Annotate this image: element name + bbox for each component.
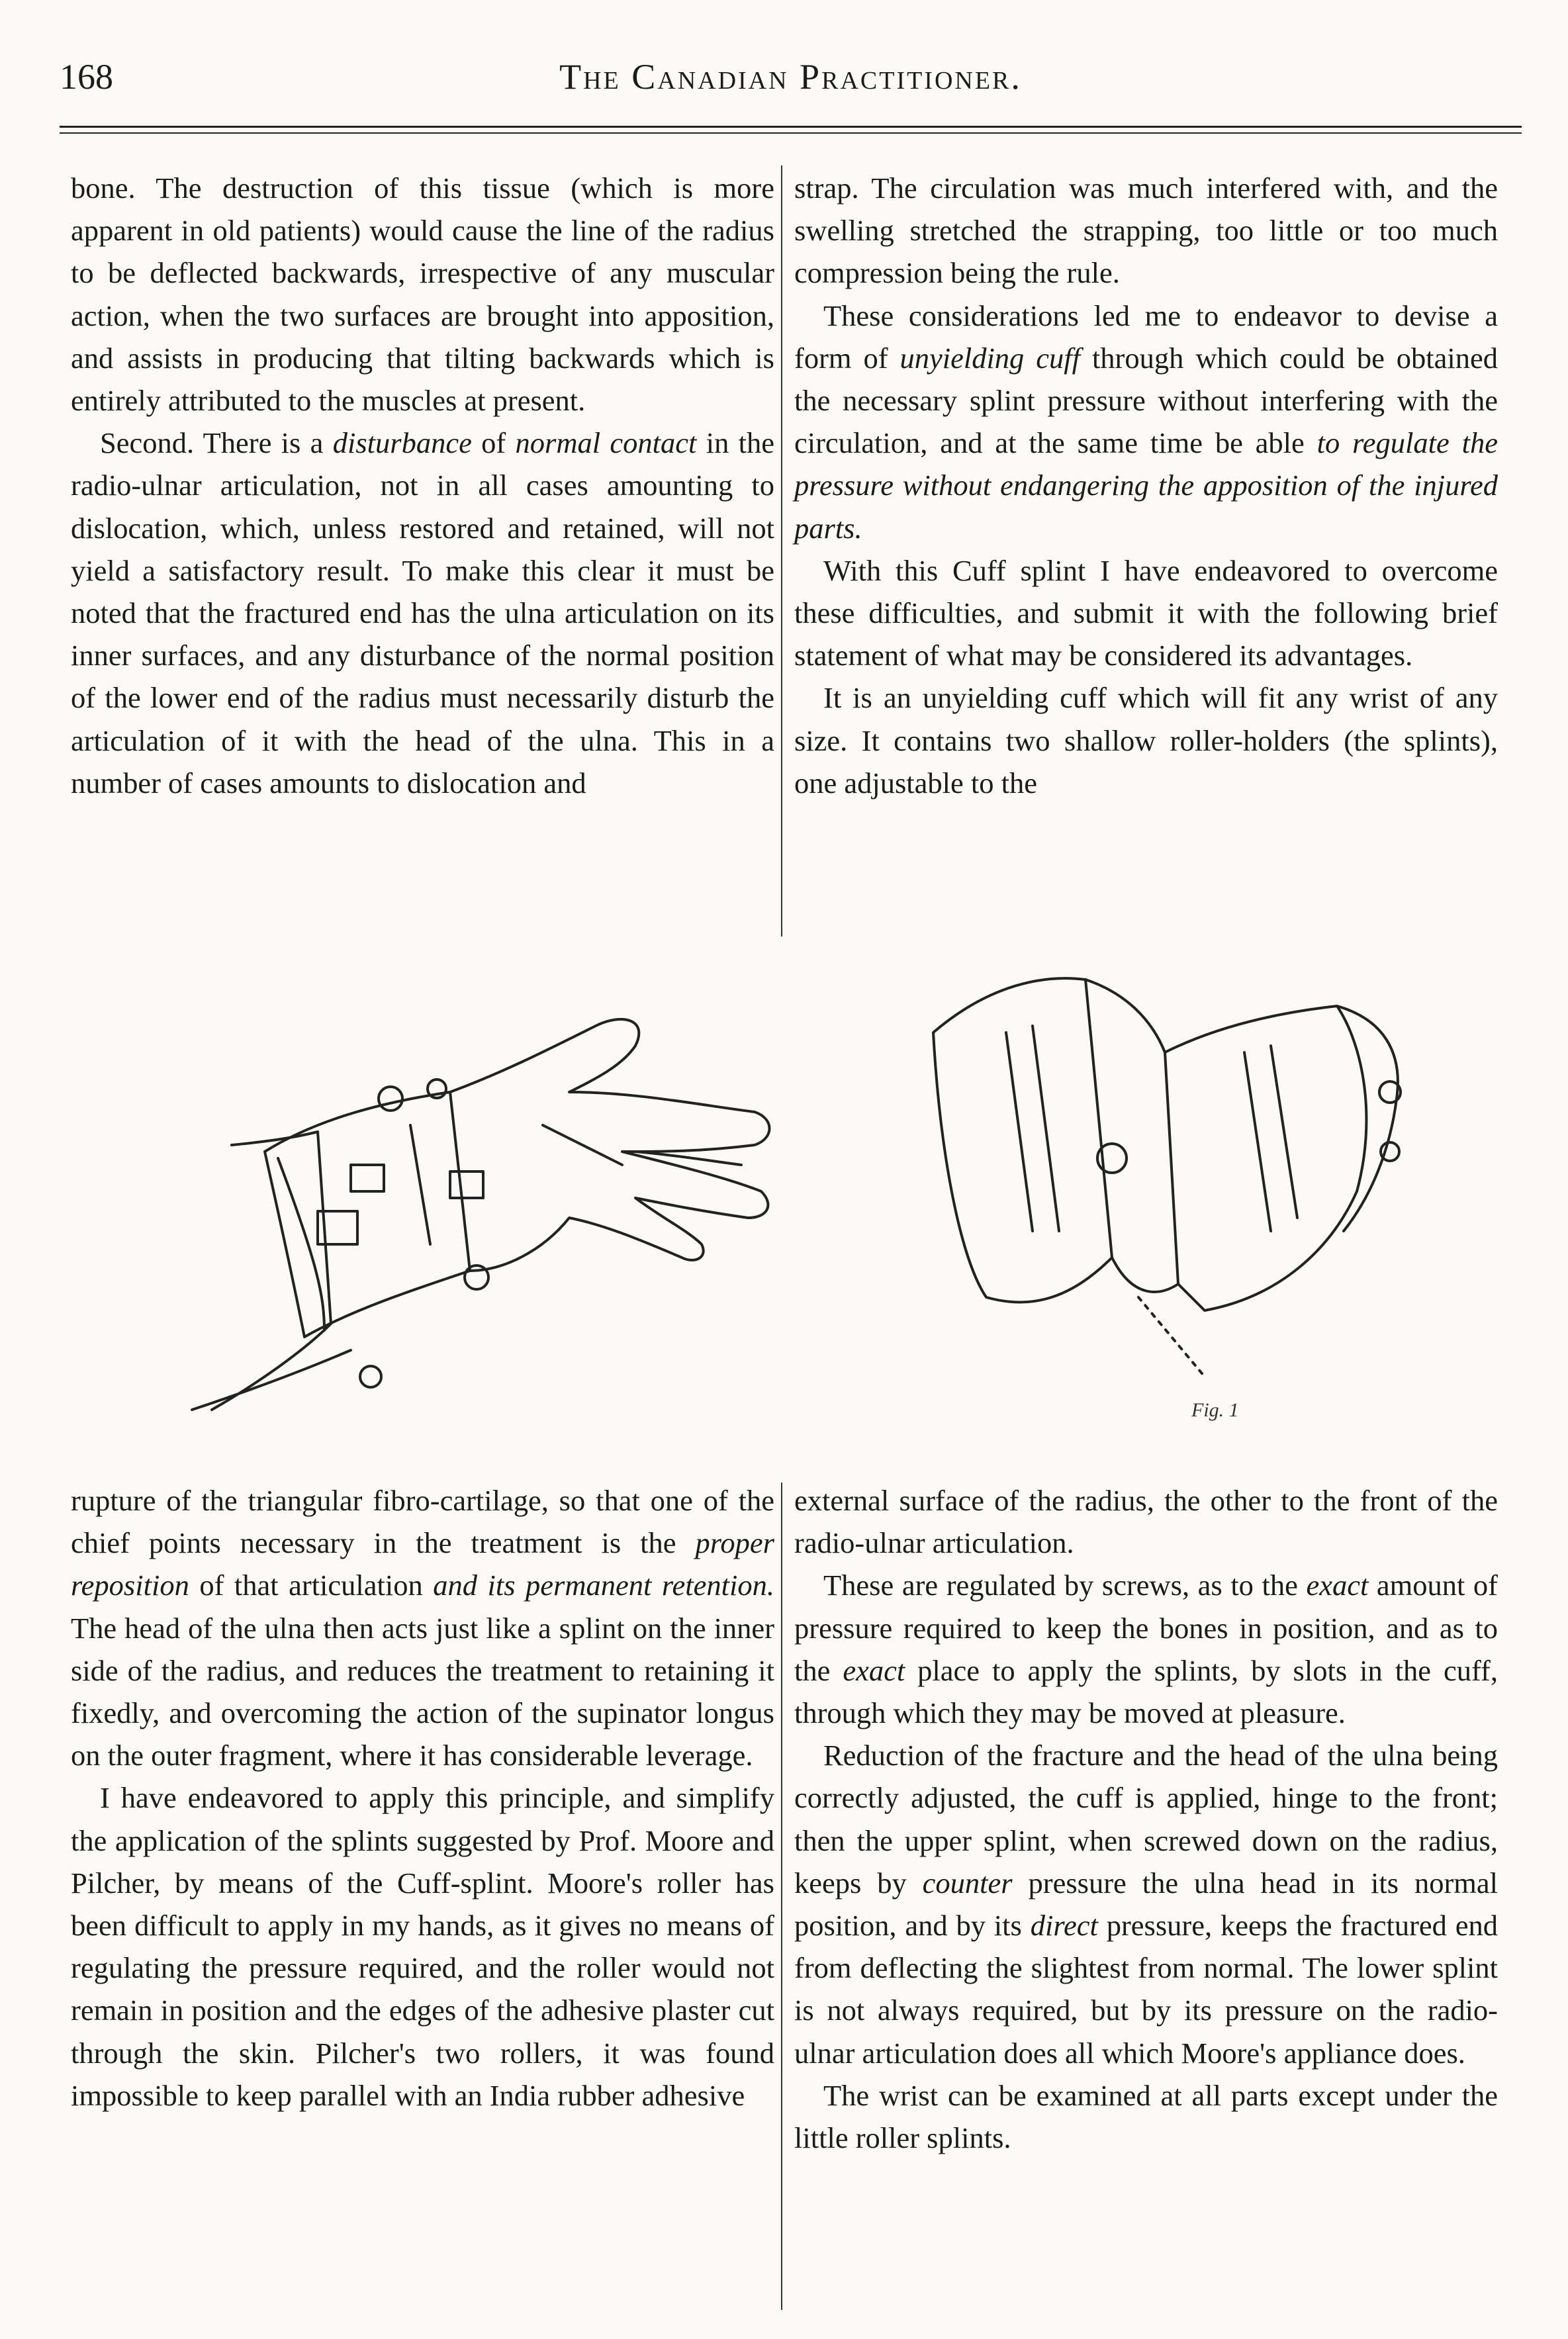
column-divider-bottom: [781, 1483, 782, 2310]
hand-outline: [450, 1019, 770, 1271]
text-run: These are regulated by screws, as to the: [823, 1569, 1307, 1602]
column-right-top: [794, 167, 1498, 804]
paragraph: [794, 2074, 1498, 2159]
page-number: 168: [60, 57, 113, 97]
text-run: Second. There is a: [100, 426, 333, 460]
forearm-outline: [212, 1132, 331, 1410]
text-run: bone. The destruction of this tissue (which is more apparent in old patients) would cause the line of the radius to be deflected backwards, irrespective of any muscular action, when the two surfaces are brought into apposition, and assists in producing that tilting backwards which is entirely attributed to the muscles at present.: [71, 171, 774, 418]
open-cuff-hatch-2: [1033, 1026, 1059, 1231]
cuff-slot: [410, 1125, 430, 1244]
screw-top: [379, 1087, 402, 1111]
text-run: of that articulation: [189, 1569, 434, 1602]
italic-text: disturbance: [332, 426, 472, 460]
text-run: These considerations led me to endeavor to devise a form of: [794, 298, 1498, 375]
cuff-outline: [265, 1092, 470, 1337]
roller-holder-1: [351, 1165, 384, 1191]
paragraph: [794, 1479, 1498, 1564]
column-left-top: [71, 167, 774, 804]
page-header: [60, 56, 1522, 116]
italic-text: normal contact: [515, 426, 697, 460]
text-run: place to apply the splints, by slots in the cuff, through which they may be moved at pleasure.: [794, 1653, 1498, 1730]
paragraph: [794, 1734, 1498, 2074]
text-run: external surface of the radius, the other to the front of the radio-ulnar articulation.: [794, 1484, 1498, 1560]
column-divider-top: [781, 165, 782, 937]
text-run: strap. The circulation was much interfered with, and the swelling stretched the strapping, too little or too much compression being the rule.: [794, 171, 1498, 290]
paragraph: [794, 1564, 1498, 1734]
italic-text: counter: [922, 1866, 1013, 1900]
text-run: The head of the ulna then acts just like a splint on the inner side of the radius, and reduces the treatment to retaining it fixedly, and overcoming the action of the supinator longus on the outer fragment, where it has considerable leverage.: [71, 1611, 774, 1772]
open-cuff-hatch-3: [1244, 1052, 1271, 1231]
italic-text: exact: [1306, 1569, 1369, 1602]
italic-text: exact: [843, 1653, 905, 1687]
text-run: in the radio-ulnar articulation, not in all cases amounting to dislocation, which, unless restored and retained, will not yield a satisfactory result. To make this clear it must be noted that the fractured end has the ulna articulation on its inner surfaces, and any disturbance of the normal position of the lower end of the radius must necessarily disturb the articulation of it with the head of the ulna. This in a number of cases amounts to dislocation and: [71, 426, 774, 800]
text-run: pressure the ulna head in its normal position, and by its: [794, 1866, 1499, 1943]
forearm-lower: [192, 1350, 351, 1410]
screw-lower: [360, 1366, 381, 1387]
text-run: The wrist can be examined at all parts except under the little roller splints.: [794, 2078, 1498, 2155]
text-run: of: [471, 426, 516, 460]
roller-holder-3: [450, 1171, 483, 1198]
italic-text: proper reposition: [71, 1526, 774, 1602]
paragraph: [794, 676, 1498, 804]
column-left-bottom: [71, 1479, 774, 2117]
paragraph: [71, 1479, 774, 1776]
text-run: With this Cuff splint I have endeavored to overcome these difficulties, and submit it with the following brief statement of what may be considered its advantages.: [794, 553, 1498, 672]
italic-text: and its permanent retention.: [433, 1569, 775, 1602]
paragraph: [71, 422, 774, 804]
paragraph: [794, 167, 1498, 295]
paragraph: [794, 295, 1498, 549]
header-rule: [60, 126, 1522, 128]
column-right-bottom: [794, 1479, 1498, 2159]
dotted-guide: [1138, 1297, 1205, 1377]
paragraph: [794, 549, 1498, 677]
paragraph: [71, 167, 774, 422]
open-cuff-left-wing: [933, 978, 1112, 1302]
header-rule-thin: [60, 132, 1522, 134]
running-title: The Canadian Practitioner.: [559, 57, 1022, 97]
italic-text: direct: [1030, 1909, 1098, 1943]
open-cuff-hatch-1: [1006, 1032, 1033, 1231]
text-run: rupture of the triangular fibro-cartilage, so that one of the chief points necessary in the treatment is the: [71, 1484, 774, 1560]
text-run: It is an unyielding cuff which will fit any wrist of any size. It contains two shallow roller-holders (the splints), one adjustable to the: [794, 681, 1498, 800]
knuckle-line: [543, 1125, 622, 1165]
text-run: I have endeavored to apply this principle, and simplify the application of the splints suggested by Prof. Moore and Pilcher, by means of the Cuff-splint. Moore's roller has been difficult to apply in my hands, as it gives no means of regulating the pressure required, and the roller would not remain in position and the edges of the adhesive plaster cut through the skin. Pilcher's two rollers, it was found impossible to keep parallel with an India rubber adhesive: [71, 1781, 774, 2112]
text-run: Reduction of the fracture and the head of the ulna being correctly adjusted, the cuff is applied, hinge to the front; then the upper splint, when screwed down on the radius, keeps by: [794, 1739, 1498, 1900]
text-run: pressure, keeps the fractured end from deflecting the slightest from normal. The lower splint is not always required, but by its pressure on the radio-ulnar articulation does all which Moore's appliance does.: [794, 1909, 1498, 2070]
paragraph: [71, 1776, 774, 2117]
text-run: through which could be obtained the necessary splint pressure without interfering with the circulation, and at the same time be able: [794, 341, 1499, 460]
open-cuff-hatch-4: [1271, 1046, 1297, 1218]
open-cuff-right-wing: [1165, 1006, 1366, 1310]
figure-caption: Fig. 1: [1191, 1399, 1239, 1421]
figure-drawing: [40, 953, 1529, 1456]
cuff-splint-illustration: [40, 953, 1529, 1456]
text-run: amount of pressure required to keep the bones in position, and as to the: [794, 1569, 1498, 1687]
italic-text: unyielding cuff: [899, 341, 1080, 375]
italic-text: to regulate the pressure without endangering the apposition of the injured parts.: [794, 426, 1498, 545]
